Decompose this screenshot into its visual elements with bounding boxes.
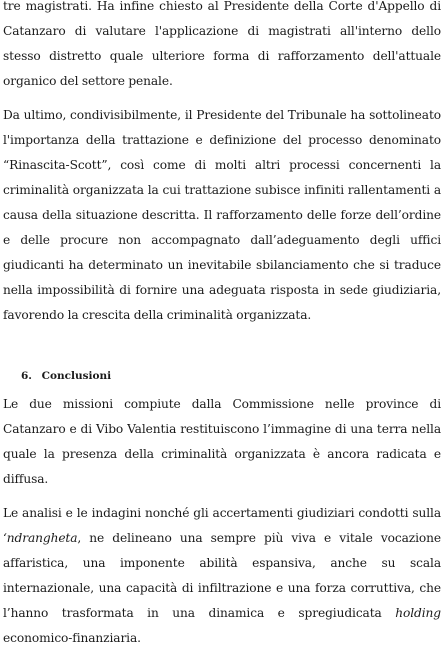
section-heading-conclusions <box>3 368 441 384</box>
paragraph-missions: Le due missioni compiute dalla Commissione nelle province di Catanzaro e di Vibo Valentia restituiscono l’immagine di una terra nella quale la presenza della criminalità organizzata è ancora radicata e diffusa. <box>3 397 441 486</box>
paragraph-text-middle: , ne delineano una sempre più viva e vitale vocazione affaristica, una imponente abilità espansiva, anche su scala internazionale, una capacità di infiltrazione e una forza corruttiva, che l’hanno trasformata in una dinamica e spregiudicata <box>3 531 441 620</box>
paragraph-tribunal-president: Da ultimo, condivisibilmente, il Presidente del Tribunale ha sottolineato l'importanza della trattazione e definizione del processo denominato “Rinascita-Scott”, così come di molti altri processi concernenti la criminalità organizzata la cui trattazione subisce infiniti rallentamenti a causa della situazione descritta. Il rafforzamento delle forze dell’ordine e delle procure non accompagnato dall’adeguamento degli uffici giudicanti ha determinato un inevitabile sbilanciamento che si traduce nella impossibilità di fornire una adeguata risposta in sede giudiziaria, favorendo la crescita della criminalità organizzata. <box>3 108 441 322</box>
section-number: 6. <box>21 370 32 382</box>
paragraph-magistrates: tre magistrati. Ha infine chiesto al Presidente della Corte d'Appello di Catanzaro di valutare l'applicazione di magistrati all'interno dello stesso distretto quale ulteriore forma di rafforzamento dell'attuale organico del settore penale. <box>3 0 441 88</box>
paragraph-text-end: economico-finanziaria. <box>3 631 141 645</box>
document-page <box>3 0 441 651</box>
term-holding: holding <box>395 606 441 620</box>
term-ndrangheta: ‘ndrangheta <box>3 531 78 545</box>
paragraph-ndrangheta <box>3 501 441 651</box>
paragraph-text-start: Le analisi e le indagini nonché gli accertamenti giudiziari condotti sulla <box>3 506 441 520</box>
section-title: Conclusioni <box>41 370 112 382</box>
